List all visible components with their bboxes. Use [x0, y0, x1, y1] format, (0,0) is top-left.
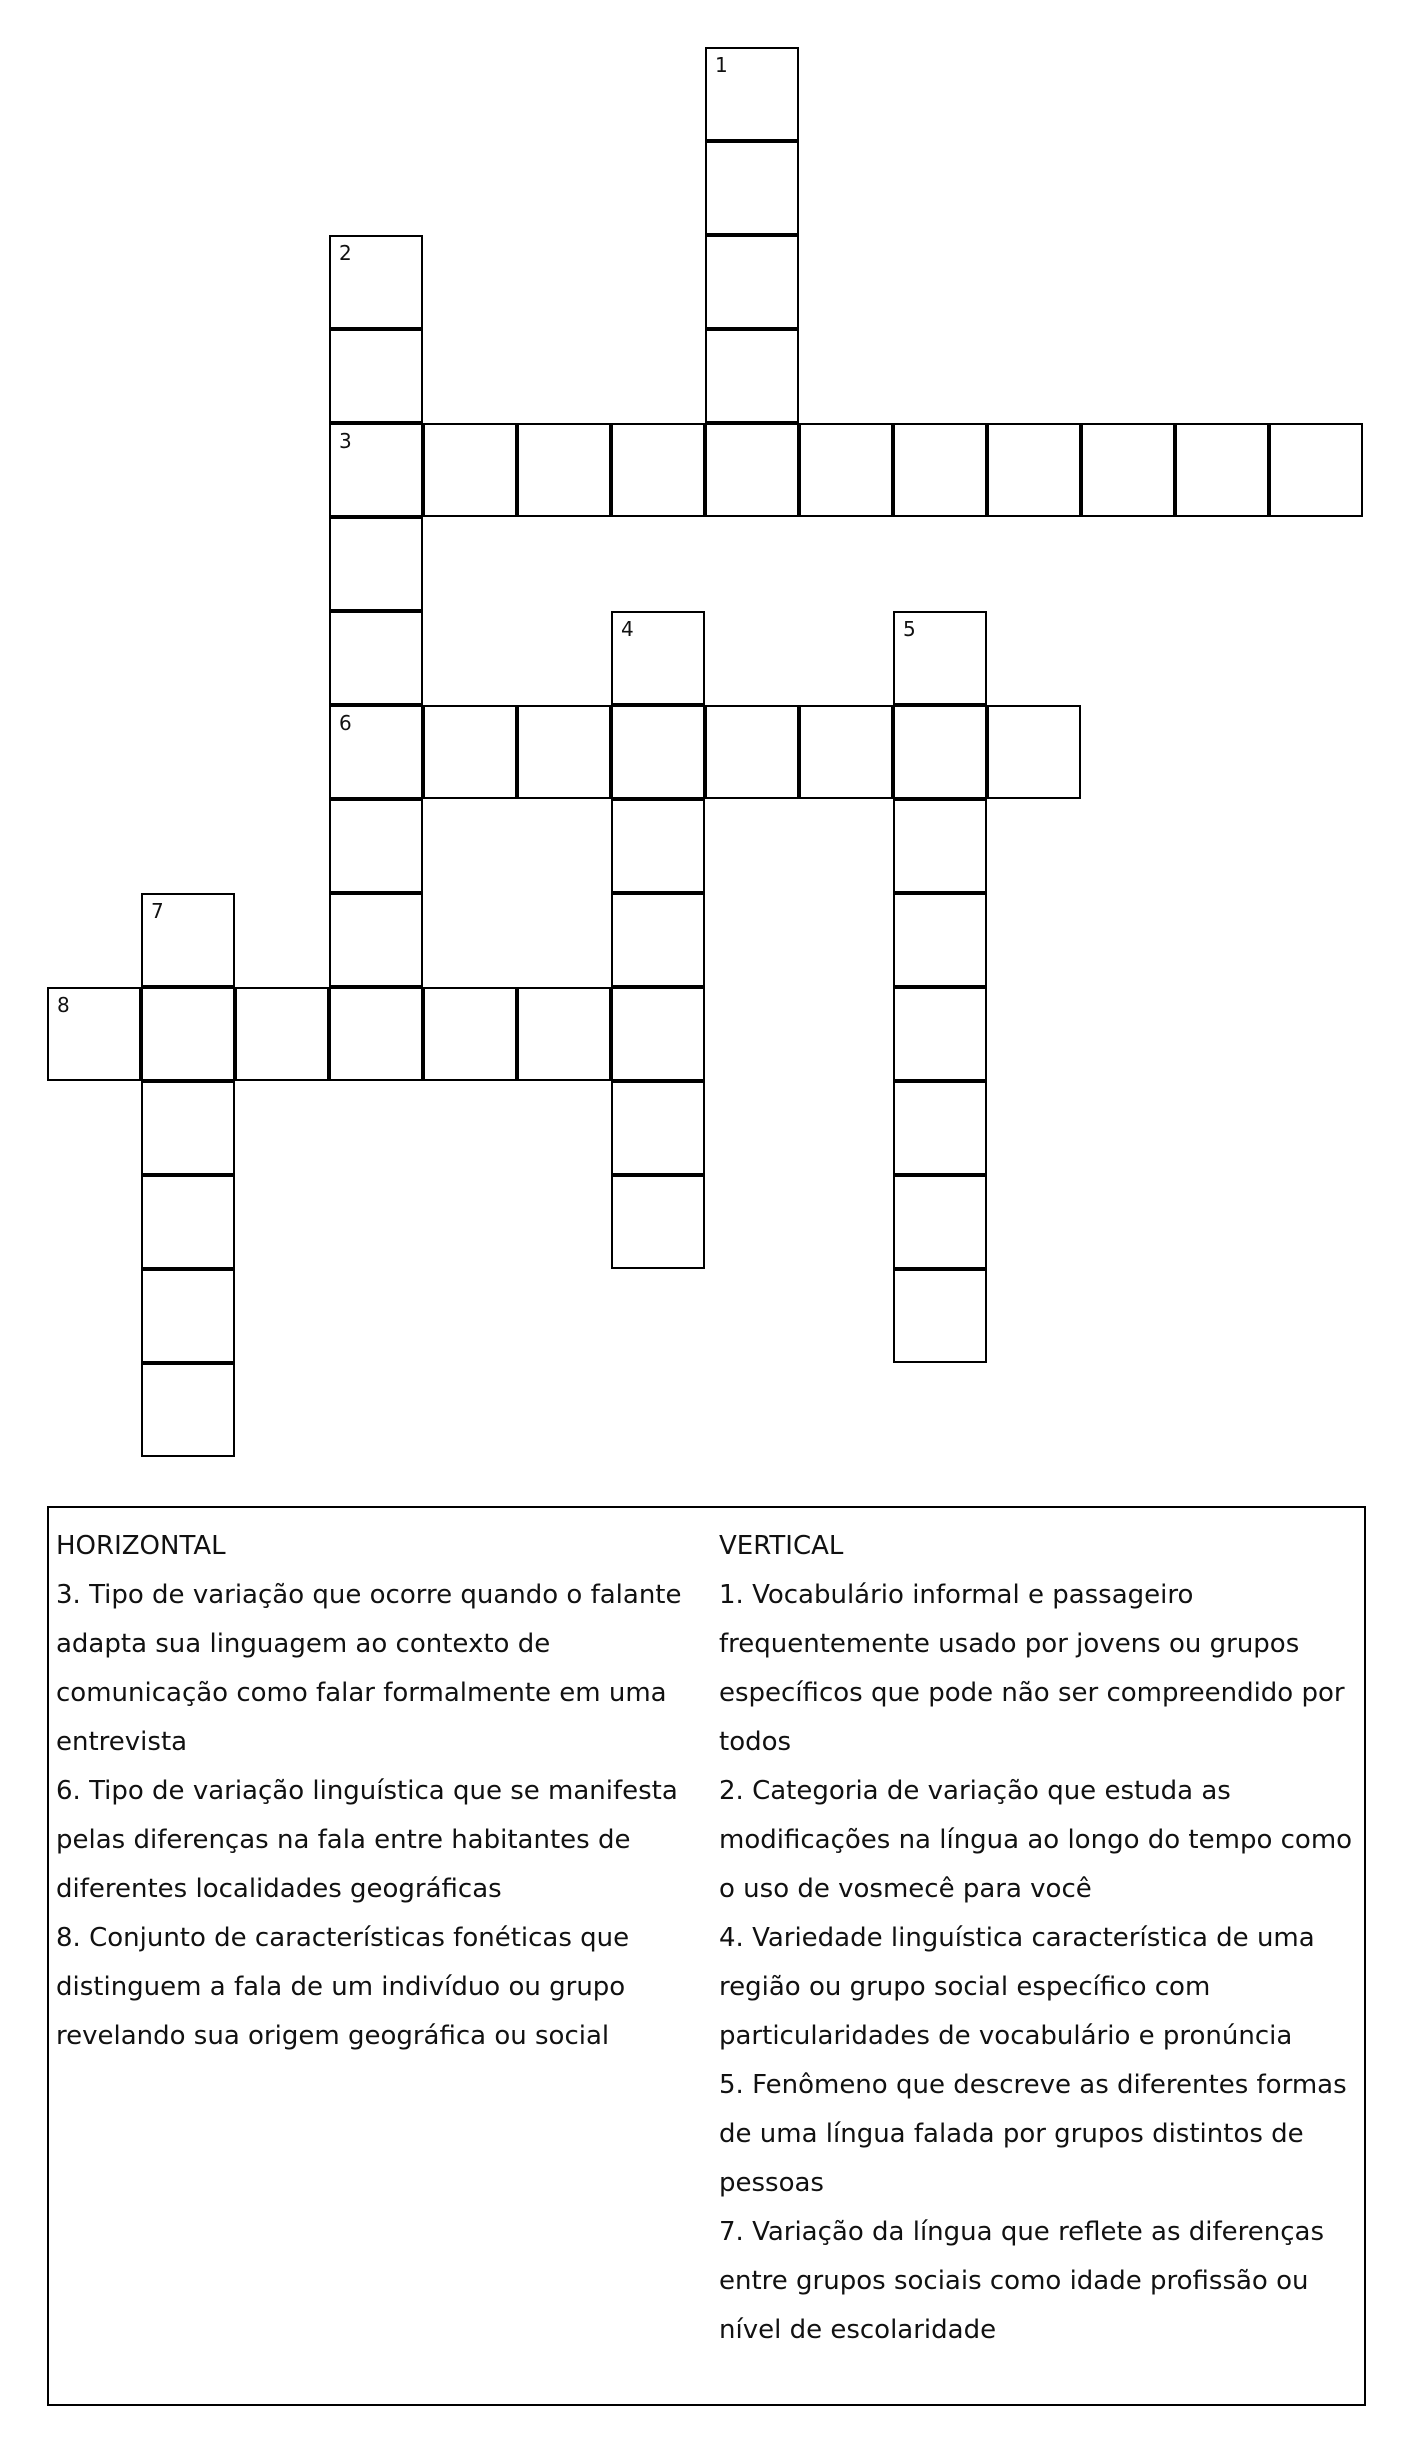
crossword-cell[interactable] — [705, 329, 799, 423]
clues-box — [47, 1506, 1366, 2406]
crossword-cell[interactable] — [47, 987, 141, 1081]
clue-number: 6 — [339, 711, 352, 735]
crossword-cell[interactable] — [987, 423, 1081, 517]
crossword-cell[interactable] — [329, 987, 423, 1081]
clue-3-across: 3. Tipo de variação que ocorre quando o falante adapta sua linguagem ao contexto de comunicação como falar formalmente em uma entrevista — [56, 1580, 682, 1757]
crossword-cell[interactable] — [235, 987, 329, 1081]
clue-8-across: 8. Conjunto de características fonéticas que distinguem a fala de um indivíduo ou grupo revelando sua origem geográfica ou social — [56, 1923, 630, 2051]
crossword-cell[interactable] — [705, 705, 799, 799]
clue-number: 1 — [715, 53, 728, 77]
crossword-cell[interactable] — [141, 987, 235, 1081]
crossword-cell[interactable] — [329, 611, 423, 705]
crossword-cell[interactable] — [705, 47, 799, 141]
crossword-cell[interactable] — [893, 611, 987, 705]
clue-4-down: 4. Variedade linguística característica de uma região ou grupo social específico com particularidades de vocabulário e pronúncia — [719, 1923, 1315, 2051]
clue-number: 8 — [57, 993, 70, 1017]
clue-5-down: 5. Fenômeno que descreve as diferentes formas de uma língua falada por grupos distintos de pessoas — [719, 2070, 1347, 2198]
vertical-clues — [719, 1522, 1364, 2355]
crossword-cell[interactable] — [1175, 423, 1269, 517]
crossword-cell[interactable] — [423, 705, 517, 799]
crossword-cell[interactable] — [611, 1081, 705, 1175]
crossword-cell[interactable] — [329, 705, 423, 799]
crossword-cell[interactable] — [893, 893, 987, 987]
crossword-cell[interactable] — [141, 1081, 235, 1175]
clue-number: 5 — [903, 617, 916, 641]
crossword-cell[interactable] — [893, 1081, 987, 1175]
crossword-cell[interactable] — [893, 1175, 987, 1269]
crossword-cell[interactable] — [611, 799, 705, 893]
crossword-cell[interactable] — [987, 705, 1081, 799]
clue-number: 7 — [151, 899, 164, 923]
crossword-cell[interactable] — [705, 423, 799, 517]
crossword-cell[interactable] — [893, 987, 987, 1081]
horizontal-heading: HORIZONTAL — [56, 1531, 226, 1561]
crossword-cell[interactable] — [611, 1175, 705, 1269]
crossword-cell[interactable] — [799, 423, 893, 517]
crossword-cell[interactable] — [329, 893, 423, 987]
crossword-cell[interactable] — [1081, 423, 1175, 517]
crossword-cell[interactable] — [893, 705, 987, 799]
vertical-heading: VERTICAL — [719, 1531, 844, 1561]
crossword-cell[interactable] — [329, 799, 423, 893]
clue-number: 3 — [339, 429, 352, 453]
crossword-cell[interactable] — [141, 1175, 235, 1269]
crossword-cell[interactable] — [141, 893, 235, 987]
crossword-cell[interactable] — [611, 987, 705, 1081]
crossword-cell[interactable] — [329, 329, 423, 423]
crossword-cell[interactable] — [705, 235, 799, 329]
crossword-cell[interactable] — [893, 1269, 987, 1363]
crossword-cell[interactable] — [705, 141, 799, 235]
crossword-cell[interactable] — [611, 705, 705, 799]
crossword-cell[interactable] — [893, 799, 987, 893]
crossword-cell[interactable] — [517, 987, 611, 1081]
clue-number: 2 — [339, 241, 352, 265]
crossword-cell[interactable] — [611, 893, 705, 987]
crossword-cell[interactable] — [329, 235, 423, 329]
clue-2-down: 2. Categoria de variação que estuda as modificações na língua ao longo do tempo como o uso de vosmecê para você — [719, 1776, 1353, 1904]
crossword-cell[interactable] — [423, 423, 517, 517]
crossword-cell[interactable] — [799, 705, 893, 799]
crossword-cell[interactable] — [423, 987, 517, 1081]
horizontal-clues — [56, 1522, 706, 2061]
crossword-cell[interactable] — [893, 423, 987, 517]
crossword-cell[interactable] — [517, 423, 611, 517]
crossword-cell[interactable] — [611, 423, 705, 517]
clue-number: 4 — [621, 617, 634, 641]
crossword-cell[interactable] — [141, 1269, 235, 1363]
crossword-cell[interactable] — [611, 611, 705, 705]
crossword-cell[interactable] — [329, 423, 423, 517]
clue-1-down: 1. Vocabulário informal e passageiro frequentemente usado por jovens ou grupos específicos que pode não ser compreendido por todos — [719, 1580, 1345, 1757]
crossword-cell[interactable] — [141, 1363, 235, 1457]
crossword-cell[interactable] — [329, 517, 423, 611]
clue-6-across: 6. Tipo de variação linguística que se manifesta pelas diferenças na fala entre habitantes de diferentes localidades geográficas — [56, 1776, 678, 1904]
crossword-cell[interactable] — [517, 705, 611, 799]
clue-7-down: 7. Variação da língua que reflete as diferenças entre grupos sociais como idade profissão ou nível de escolaridade — [719, 2217, 1324, 2345]
crossword-cell[interactable] — [1269, 423, 1363, 517]
